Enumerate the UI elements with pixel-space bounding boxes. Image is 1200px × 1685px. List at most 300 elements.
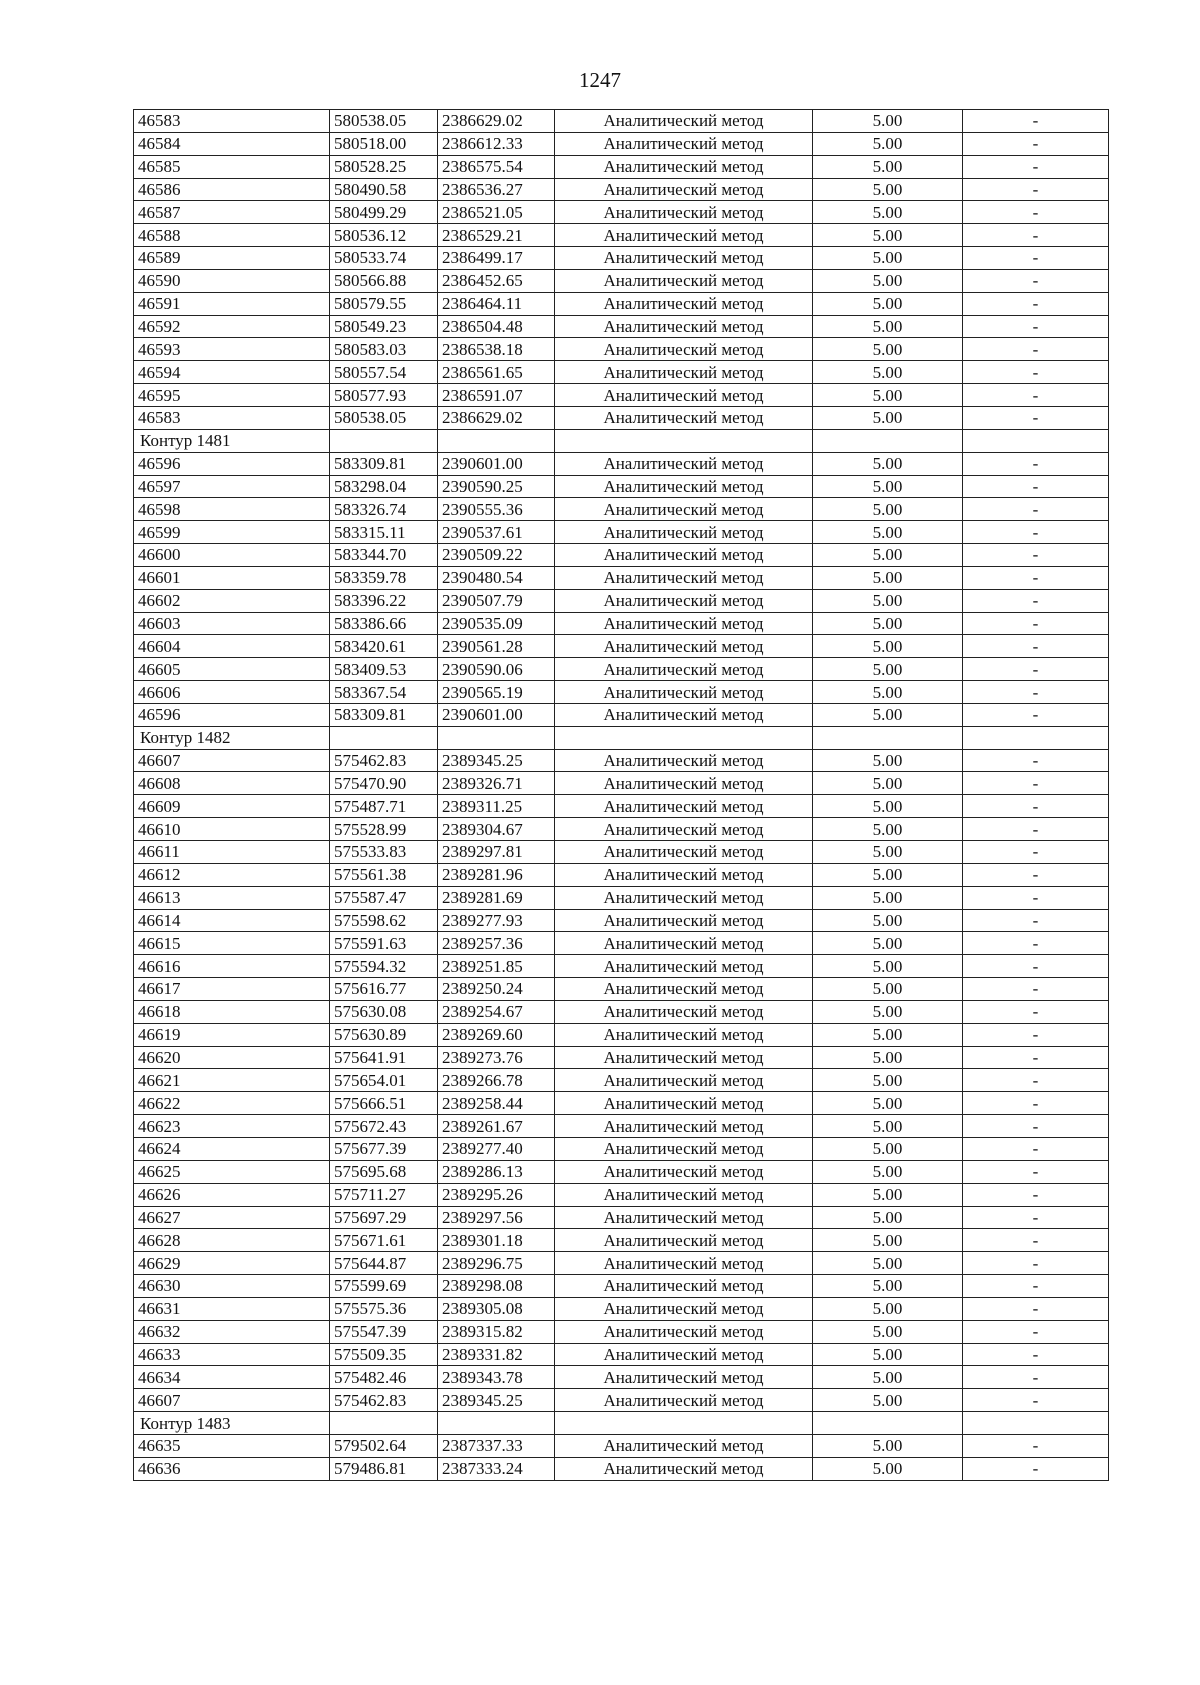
contour-label: Контур 1481 bbox=[134, 429, 330, 452]
note-cell: - bbox=[963, 772, 1109, 795]
table-row bbox=[134, 1023, 1109, 1046]
table-row bbox=[134, 521, 1109, 544]
method-cell: Аналитический метод bbox=[555, 224, 813, 247]
note-cell: - bbox=[963, 795, 1109, 818]
y-coordinate-cell: 2389250.24 bbox=[438, 978, 555, 1001]
point-id-cell: 46607 bbox=[134, 1389, 330, 1412]
accuracy-cell: 5.00 bbox=[813, 1000, 963, 1023]
x-coordinate-cell: 583309.81 bbox=[330, 703, 438, 726]
point-id-cell: 46592 bbox=[134, 315, 330, 338]
accuracy-cell: 5.00 bbox=[813, 1389, 963, 1412]
table-row bbox=[134, 589, 1109, 612]
x-coordinate-cell: 575672.43 bbox=[330, 1115, 438, 1138]
point-id-cell: 46631 bbox=[134, 1297, 330, 1320]
note-cell: - bbox=[963, 178, 1109, 201]
method-cell: Аналитический метод bbox=[555, 384, 813, 407]
table-row bbox=[134, 1183, 1109, 1206]
x-coordinate-cell: 575641.91 bbox=[330, 1046, 438, 1069]
table-row bbox=[134, 795, 1109, 818]
note-cell: - bbox=[963, 544, 1109, 567]
note-cell: - bbox=[963, 1343, 1109, 1366]
x-coordinate-cell: 580528.25 bbox=[330, 155, 438, 178]
method-cell: Аналитический метод bbox=[555, 1000, 813, 1023]
empty-cell bbox=[813, 726, 963, 749]
y-coordinate-cell: 2390561.28 bbox=[438, 635, 555, 658]
point-id-cell: 46587 bbox=[134, 201, 330, 224]
accuracy-cell: 5.00 bbox=[813, 452, 963, 475]
note-cell: - bbox=[963, 1366, 1109, 1389]
x-coordinate-cell: 575509.35 bbox=[330, 1343, 438, 1366]
note-cell: - bbox=[963, 1000, 1109, 1023]
x-coordinate-cell: 580518.00 bbox=[330, 132, 438, 155]
x-coordinate-cell: 575462.83 bbox=[330, 749, 438, 772]
accuracy-cell: 5.00 bbox=[813, 566, 963, 589]
empty-cell bbox=[438, 429, 555, 452]
table-row bbox=[134, 1434, 1109, 1457]
table-row bbox=[134, 635, 1109, 658]
table-row bbox=[134, 406, 1109, 429]
x-coordinate-cell: 575616.77 bbox=[330, 978, 438, 1001]
table-row bbox=[134, 452, 1109, 475]
point-id-cell: 46584 bbox=[134, 132, 330, 155]
point-id-cell: 46595 bbox=[134, 384, 330, 407]
method-cell: Аналитический метод bbox=[555, 406, 813, 429]
contour-label: Контур 1483 bbox=[134, 1412, 330, 1435]
x-coordinate-cell: 575630.08 bbox=[330, 1000, 438, 1023]
empty-cell bbox=[438, 1412, 555, 1435]
method-cell: Аналитический метод bbox=[555, 1183, 813, 1206]
note-cell: - bbox=[963, 658, 1109, 681]
point-id-cell: 46599 bbox=[134, 521, 330, 544]
method-cell: Аналитический метод bbox=[555, 703, 813, 726]
y-coordinate-cell: 2390601.00 bbox=[438, 452, 555, 475]
x-coordinate-cell: 583315.11 bbox=[330, 521, 438, 544]
point-id-cell: 46622 bbox=[134, 1092, 330, 1115]
note-cell: - bbox=[963, 269, 1109, 292]
x-coordinate-cell: 579486.81 bbox=[330, 1457, 438, 1480]
method-cell: Аналитический метод bbox=[555, 566, 813, 589]
contour-header-row bbox=[134, 1412, 1109, 1435]
accuracy-cell: 5.00 bbox=[813, 1297, 963, 1320]
table-row bbox=[134, 1046, 1109, 1069]
accuracy-cell: 5.00 bbox=[813, 292, 963, 315]
accuracy-cell: 5.00 bbox=[813, 521, 963, 544]
contour-label: Контур 1482 bbox=[134, 726, 330, 749]
method-cell: Аналитический метод bbox=[555, 635, 813, 658]
method-cell: Аналитический метод bbox=[555, 1434, 813, 1457]
point-id-cell: 46635 bbox=[134, 1434, 330, 1457]
table-row bbox=[134, 1275, 1109, 1298]
y-coordinate-cell: 2389345.25 bbox=[438, 1389, 555, 1412]
y-coordinate-cell: 2387337.33 bbox=[438, 1434, 555, 1457]
table-row bbox=[134, 1092, 1109, 1115]
x-coordinate-cell: 575695.68 bbox=[330, 1160, 438, 1183]
point-id-cell: 46601 bbox=[134, 566, 330, 589]
note-cell: - bbox=[963, 498, 1109, 521]
contour-header-row bbox=[134, 429, 1109, 452]
y-coordinate-cell: 2389304.67 bbox=[438, 818, 555, 841]
method-cell: Аналитический метод bbox=[555, 544, 813, 567]
table-row bbox=[134, 384, 1109, 407]
note-cell: - bbox=[963, 841, 1109, 864]
y-coordinate-cell: 2390480.54 bbox=[438, 566, 555, 589]
note-cell: - bbox=[963, 909, 1109, 932]
y-coordinate-cell: 2389266.78 bbox=[438, 1069, 555, 1092]
table-row bbox=[134, 1252, 1109, 1275]
note-cell: - bbox=[963, 1229, 1109, 1252]
x-coordinate-cell: 583309.81 bbox=[330, 452, 438, 475]
point-id-cell: 46590 bbox=[134, 269, 330, 292]
table-row bbox=[134, 749, 1109, 772]
table-row bbox=[134, 201, 1109, 224]
x-coordinate-cell: 580577.93 bbox=[330, 384, 438, 407]
x-coordinate-cell: 583298.04 bbox=[330, 475, 438, 498]
table-row bbox=[134, 1366, 1109, 1389]
y-coordinate-cell: 2386504.48 bbox=[438, 315, 555, 338]
table-row bbox=[134, 955, 1109, 978]
table-row bbox=[134, 224, 1109, 247]
accuracy-cell: 5.00 bbox=[813, 886, 963, 909]
y-coordinate-cell: 2389296.75 bbox=[438, 1252, 555, 1275]
table-row bbox=[134, 315, 1109, 338]
method-cell: Аналитический метод bbox=[555, 475, 813, 498]
note-cell: - bbox=[963, 703, 1109, 726]
note-cell: - bbox=[963, 338, 1109, 361]
x-coordinate-cell: 583396.22 bbox=[330, 589, 438, 612]
y-coordinate-cell: 2389277.40 bbox=[438, 1137, 555, 1160]
x-coordinate-cell: 579502.64 bbox=[330, 1434, 438, 1457]
method-cell: Аналитический метод bbox=[555, 1366, 813, 1389]
method-cell: Аналитический метод bbox=[555, 955, 813, 978]
note-cell: - bbox=[963, 1206, 1109, 1229]
method-cell: Аналитический метод bbox=[555, 978, 813, 1001]
table-row bbox=[134, 658, 1109, 681]
y-coordinate-cell: 2389261.67 bbox=[438, 1115, 555, 1138]
note-cell: - bbox=[963, 863, 1109, 886]
method-cell: Аналитический метод bbox=[555, 178, 813, 201]
accuracy-cell: 5.00 bbox=[813, 841, 963, 864]
method-cell: Аналитический метод bbox=[555, 315, 813, 338]
method-cell: Аналитический метод bbox=[555, 292, 813, 315]
point-id-cell: 46609 bbox=[134, 795, 330, 818]
y-coordinate-cell: 2389331.82 bbox=[438, 1343, 555, 1366]
accuracy-cell: 5.00 bbox=[813, 1229, 963, 1252]
method-cell: Аналитический метод bbox=[555, 772, 813, 795]
accuracy-cell: 5.00 bbox=[813, 1434, 963, 1457]
y-coordinate-cell: 2386629.02 bbox=[438, 406, 555, 429]
empty-cell bbox=[963, 726, 1109, 749]
accuracy-cell: 5.00 bbox=[813, 247, 963, 270]
method-cell: Аналитический метод bbox=[555, 1229, 813, 1252]
table-row bbox=[134, 544, 1109, 567]
y-coordinate-cell: 2389301.18 bbox=[438, 1229, 555, 1252]
method-cell: Аналитический метод bbox=[555, 1389, 813, 1412]
x-coordinate-cell: 575711.27 bbox=[330, 1183, 438, 1206]
note-cell: - bbox=[963, 247, 1109, 270]
point-id-cell: 46612 bbox=[134, 863, 330, 886]
contour-header-row bbox=[134, 726, 1109, 749]
method-cell: Аналитический метод bbox=[555, 1115, 813, 1138]
x-coordinate-cell: 575561.38 bbox=[330, 863, 438, 886]
note-cell: - bbox=[963, 1023, 1109, 1046]
y-coordinate-cell: 2390601.00 bbox=[438, 703, 555, 726]
table-row bbox=[134, 886, 1109, 909]
point-id-cell: 46619 bbox=[134, 1023, 330, 1046]
point-id-cell: 46607 bbox=[134, 749, 330, 772]
note-cell: - bbox=[963, 452, 1109, 475]
coordinates-table-body bbox=[134, 110, 1109, 1481]
method-cell: Аналитический метод bbox=[555, 795, 813, 818]
method-cell: Аналитический метод bbox=[555, 1137, 813, 1160]
point-id-cell: 46616 bbox=[134, 955, 330, 978]
point-id-cell: 46626 bbox=[134, 1183, 330, 1206]
x-coordinate-cell: 575462.83 bbox=[330, 1389, 438, 1412]
y-coordinate-cell: 2389298.08 bbox=[438, 1275, 555, 1298]
table-row bbox=[134, 1000, 1109, 1023]
y-coordinate-cell: 2389281.96 bbox=[438, 863, 555, 886]
y-coordinate-cell: 2390509.22 bbox=[438, 544, 555, 567]
y-coordinate-cell: 2386464.11 bbox=[438, 292, 555, 315]
x-coordinate-cell: 580490.58 bbox=[330, 178, 438, 201]
x-coordinate-cell: 575587.47 bbox=[330, 886, 438, 909]
point-id-cell: 46600 bbox=[134, 544, 330, 567]
point-id-cell: 46610 bbox=[134, 818, 330, 841]
x-coordinate-cell: 580579.55 bbox=[330, 292, 438, 315]
x-coordinate-cell: 575470.90 bbox=[330, 772, 438, 795]
x-coordinate-cell: 583359.78 bbox=[330, 566, 438, 589]
note-cell: - bbox=[963, 1457, 1109, 1480]
accuracy-cell: 5.00 bbox=[813, 909, 963, 932]
y-coordinate-cell: 2389257.36 bbox=[438, 932, 555, 955]
y-coordinate-cell: 2390507.79 bbox=[438, 589, 555, 612]
method-cell: Аналитический метод bbox=[555, 1320, 813, 1343]
x-coordinate-cell: 583420.61 bbox=[330, 635, 438, 658]
note-cell: - bbox=[963, 315, 1109, 338]
y-coordinate-cell: 2390555.36 bbox=[438, 498, 555, 521]
method-cell: Аналитический метод bbox=[555, 863, 813, 886]
empty-cell bbox=[330, 726, 438, 749]
x-coordinate-cell: 583326.74 bbox=[330, 498, 438, 521]
y-coordinate-cell: 2390590.25 bbox=[438, 475, 555, 498]
method-cell: Аналитический метод bbox=[555, 1275, 813, 1298]
empty-cell bbox=[963, 429, 1109, 452]
point-id-cell: 46586 bbox=[134, 178, 330, 201]
note-cell: - bbox=[963, 1092, 1109, 1115]
table-row bbox=[134, 110, 1109, 133]
accuracy-cell: 5.00 bbox=[813, 269, 963, 292]
accuracy-cell: 5.00 bbox=[813, 178, 963, 201]
point-id-cell: 46611 bbox=[134, 841, 330, 864]
point-id-cell: 46617 bbox=[134, 978, 330, 1001]
point-id-cell: 46604 bbox=[134, 635, 330, 658]
y-coordinate-cell: 2389315.82 bbox=[438, 1320, 555, 1343]
x-coordinate-cell: 575598.62 bbox=[330, 909, 438, 932]
accuracy-cell: 5.00 bbox=[813, 1366, 963, 1389]
accuracy-cell: 5.00 bbox=[813, 1092, 963, 1115]
accuracy-cell: 5.00 bbox=[813, 1183, 963, 1206]
empty-cell bbox=[555, 429, 813, 452]
note-cell: - bbox=[963, 749, 1109, 772]
accuracy-cell: 5.00 bbox=[813, 612, 963, 635]
method-cell: Аналитический метод bbox=[555, 1206, 813, 1229]
point-id-cell: 46583 bbox=[134, 406, 330, 429]
y-coordinate-cell: 2386529.21 bbox=[438, 224, 555, 247]
point-id-cell: 46632 bbox=[134, 1320, 330, 1343]
method-cell: Аналитический метод bbox=[555, 521, 813, 544]
y-coordinate-cell: 2389297.81 bbox=[438, 841, 555, 864]
table-row bbox=[134, 1343, 1109, 1366]
method-cell: Аналитический метод bbox=[555, 612, 813, 635]
point-id-cell: 46608 bbox=[134, 772, 330, 795]
x-coordinate-cell: 575677.39 bbox=[330, 1137, 438, 1160]
y-coordinate-cell: 2389345.25 bbox=[438, 749, 555, 772]
accuracy-cell: 5.00 bbox=[813, 475, 963, 498]
method-cell: Аналитический метод bbox=[555, 201, 813, 224]
table-row bbox=[134, 932, 1109, 955]
method-cell: Аналитический метод bbox=[555, 132, 813, 155]
note-cell: - bbox=[963, 384, 1109, 407]
point-id-cell: 46606 bbox=[134, 681, 330, 704]
table-row bbox=[134, 612, 1109, 635]
empty-cell bbox=[330, 1412, 438, 1435]
note-cell: - bbox=[963, 681, 1109, 704]
x-coordinate-cell: 575697.29 bbox=[330, 1206, 438, 1229]
method-cell: Аналитический метод bbox=[555, 155, 813, 178]
accuracy-cell: 5.00 bbox=[813, 1206, 963, 1229]
method-cell: Аналитический метод bbox=[555, 1457, 813, 1480]
accuracy-cell: 5.00 bbox=[813, 1137, 963, 1160]
y-coordinate-cell: 2390537.61 bbox=[438, 521, 555, 544]
x-coordinate-cell: 580557.54 bbox=[330, 361, 438, 384]
accuracy-cell: 5.00 bbox=[813, 384, 963, 407]
point-id-cell: 46614 bbox=[134, 909, 330, 932]
y-coordinate-cell: 2389269.60 bbox=[438, 1023, 555, 1046]
y-coordinate-cell: 2386612.33 bbox=[438, 132, 555, 155]
accuracy-cell: 5.00 bbox=[813, 361, 963, 384]
empty-cell bbox=[438, 726, 555, 749]
y-coordinate-cell: 2389251.85 bbox=[438, 955, 555, 978]
table-row bbox=[134, 1137, 1109, 1160]
method-cell: Аналитический метод bbox=[555, 681, 813, 704]
y-coordinate-cell: 2386536.27 bbox=[438, 178, 555, 201]
y-coordinate-cell: 2389311.25 bbox=[438, 795, 555, 818]
note-cell: - bbox=[963, 201, 1109, 224]
accuracy-cell: 5.00 bbox=[813, 1275, 963, 1298]
table-row bbox=[134, 818, 1109, 841]
point-id-cell: 46597 bbox=[134, 475, 330, 498]
x-coordinate-cell: 575671.61 bbox=[330, 1229, 438, 1252]
y-coordinate-cell: 2389305.08 bbox=[438, 1297, 555, 1320]
y-coordinate-cell: 2389273.76 bbox=[438, 1046, 555, 1069]
table-row bbox=[134, 269, 1109, 292]
accuracy-cell: 5.00 bbox=[813, 498, 963, 521]
note-cell: - bbox=[963, 110, 1109, 133]
page-number: 1247 bbox=[579, 68, 621, 92]
y-coordinate-cell: 2389281.69 bbox=[438, 886, 555, 909]
y-coordinate-cell: 2389254.67 bbox=[438, 1000, 555, 1023]
accuracy-cell: 5.00 bbox=[813, 1320, 963, 1343]
x-coordinate-cell: 580538.05 bbox=[330, 406, 438, 429]
accuracy-cell: 5.00 bbox=[813, 863, 963, 886]
point-id-cell: 46588 bbox=[134, 224, 330, 247]
table-row bbox=[134, 132, 1109, 155]
method-cell: Аналитический метод bbox=[555, 589, 813, 612]
point-id-cell: 46624 bbox=[134, 1137, 330, 1160]
table-row bbox=[134, 863, 1109, 886]
accuracy-cell: 5.00 bbox=[813, 544, 963, 567]
note-cell: - bbox=[963, 1046, 1109, 1069]
note-cell: - bbox=[963, 955, 1109, 978]
table-row bbox=[134, 1206, 1109, 1229]
note-cell: - bbox=[963, 521, 1109, 544]
method-cell: Аналитический метод bbox=[555, 886, 813, 909]
accuracy-cell: 5.00 bbox=[813, 681, 963, 704]
note-cell: - bbox=[963, 475, 1109, 498]
method-cell: Аналитический метод bbox=[555, 658, 813, 681]
x-coordinate-cell: 575547.39 bbox=[330, 1320, 438, 1343]
empty-cell bbox=[813, 1412, 963, 1435]
point-id-cell: 46589 bbox=[134, 247, 330, 270]
note-cell: - bbox=[963, 818, 1109, 841]
y-coordinate-cell: 2386538.18 bbox=[438, 338, 555, 361]
table-row bbox=[134, 772, 1109, 795]
accuracy-cell: 5.00 bbox=[813, 932, 963, 955]
method-cell: Аналитический метод bbox=[555, 932, 813, 955]
point-id-cell: 46618 bbox=[134, 1000, 330, 1023]
accuracy-cell: 5.00 bbox=[813, 1252, 963, 1275]
table-row bbox=[134, 361, 1109, 384]
note-cell: - bbox=[963, 635, 1109, 658]
x-coordinate-cell: 575528.99 bbox=[330, 818, 438, 841]
note-cell: - bbox=[963, 566, 1109, 589]
note-cell: - bbox=[963, 361, 1109, 384]
y-coordinate-cell: 2389258.44 bbox=[438, 1092, 555, 1115]
note-cell: - bbox=[963, 612, 1109, 635]
point-id-cell: 46615 bbox=[134, 932, 330, 955]
x-coordinate-cell: 580549.23 bbox=[330, 315, 438, 338]
table-row bbox=[134, 909, 1109, 932]
method-cell: Аналитический метод bbox=[555, 909, 813, 932]
method-cell: Аналитический метод bbox=[555, 818, 813, 841]
point-id-cell: 46596 bbox=[134, 452, 330, 475]
table-row bbox=[134, 475, 1109, 498]
accuracy-cell: 5.00 bbox=[813, 338, 963, 361]
accuracy-cell: 5.00 bbox=[813, 201, 963, 224]
table-row bbox=[134, 1457, 1109, 1480]
note-cell: - bbox=[963, 1137, 1109, 1160]
note-cell: - bbox=[963, 589, 1109, 612]
method-cell: Аналитический метод bbox=[555, 1046, 813, 1069]
x-coordinate-cell: 575644.87 bbox=[330, 1252, 438, 1275]
method-cell: Аналитический метод bbox=[555, 749, 813, 772]
method-cell: Аналитический метод bbox=[555, 1297, 813, 1320]
x-coordinate-cell: 583344.70 bbox=[330, 544, 438, 567]
x-coordinate-cell: 580583.03 bbox=[330, 338, 438, 361]
method-cell: Аналитический метод bbox=[555, 841, 813, 864]
y-coordinate-cell: 2390535.09 bbox=[438, 612, 555, 635]
accuracy-cell: 5.00 bbox=[813, 1160, 963, 1183]
table-row bbox=[134, 1320, 1109, 1343]
method-cell: Аналитический метод bbox=[555, 1160, 813, 1183]
note-cell: - bbox=[963, 1275, 1109, 1298]
note-cell: - bbox=[963, 1160, 1109, 1183]
y-coordinate-cell: 2386629.02 bbox=[438, 110, 555, 133]
empty-cell bbox=[555, 1412, 813, 1435]
x-coordinate-cell: 575630.89 bbox=[330, 1023, 438, 1046]
method-cell: Аналитический метод bbox=[555, 338, 813, 361]
table-row bbox=[134, 841, 1109, 864]
table-row bbox=[134, 566, 1109, 589]
